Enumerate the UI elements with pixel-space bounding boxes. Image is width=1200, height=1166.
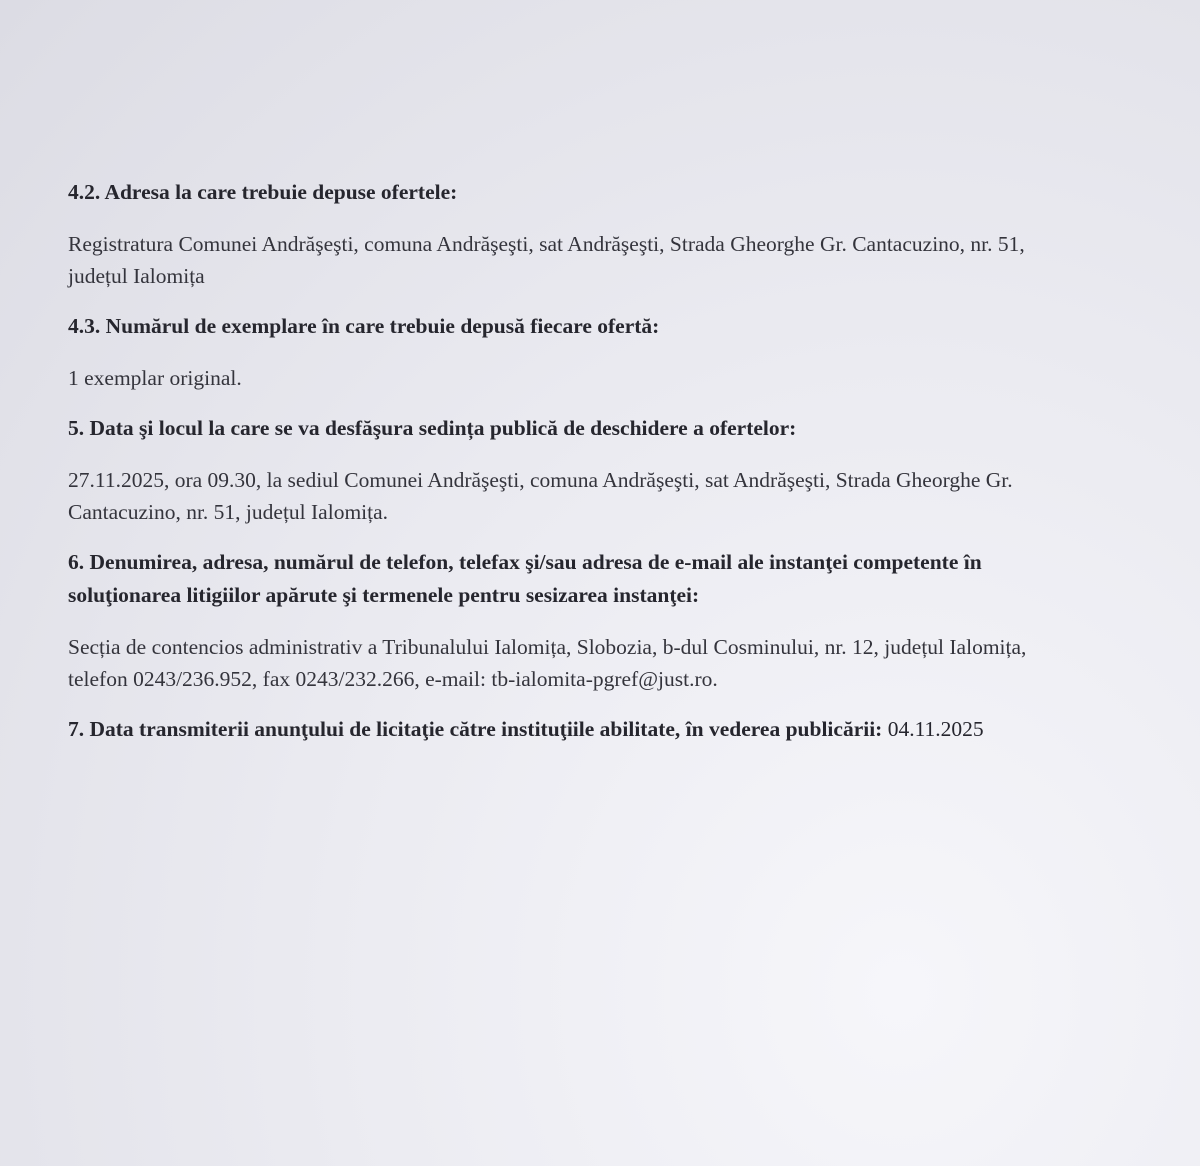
section-6-heading-line-2: soluţionarea litigiilor apărute şi termenele pentru sesizarea instanţei: <box>68 583 700 607</box>
section-5-heading: 5. Data şi locul la care se va desfăşura sedința publică de deschidere a ofertelor: <box>68 416 797 440</box>
section-4-2-heading: 4.2. Adresa la care trebuie depuse ofertele: <box>68 180 458 204</box>
section-6-line-1: Secția de contencios administrativ a Tribunalului Ialomița, Slobozia, b-dul Cosminului, nr. 12, județul Ialomița, <box>68 635 1027 659</box>
section-6-heading-line-1: 6. Denumirea, adresa, numărul de telefon, telefax şi/sau adresa de e-mail ale instanţei competente în <box>68 550 982 574</box>
section-4-3-line-1: 1 exemplar original. <box>68 366 242 390</box>
section-4-2-body <box>68 228 1178 292</box>
section-4-2-line-2: județul Ialomița <box>68 264 205 288</box>
section-6-heading <box>68 546 1178 612</box>
section-6-line-2: telefon 0243/236.952, fax 0243/232.266, e-mail: tb-ialomita-pgref@just.ro. <box>68 667 718 691</box>
section-7-date: 04.11.2025 <box>882 717 984 741</box>
section-6-body <box>68 631 1178 695</box>
document-page <box>68 176 1178 765</box>
section-5-line-2: Cantacuzino, nr. 51, județul Ialomița. <box>68 500 389 524</box>
section-5-body <box>68 464 1178 528</box>
section-4-3-heading: 4.3. Numărul de exemplare în care trebuie depusă fiecare ofertă: <box>68 314 660 338</box>
section-7-heading-text: 7. Data transmiterii anunţului de licitaţie către instituţiile abilitate, în vederea publicării: <box>68 717 883 741</box>
section-5-line-1: 27.11.2025, ora 09.30, la sediul Comunei Andrăşeşti, comuna Andrăşeşti, sat Andrăşeşti, Strada Gheorghe Gr. <box>68 468 1013 492</box>
section-4-3-body <box>68 362 1178 394</box>
section-7-heading <box>68 713 1178 746</box>
section-4-2-line-1: Registratura Comunei Andrăşeşti, comuna Andrăşeşti, sat Andrăşeşti, Strada Gheorghe Gr. Cantacuzino, nr. 51, <box>68 232 1025 256</box>
